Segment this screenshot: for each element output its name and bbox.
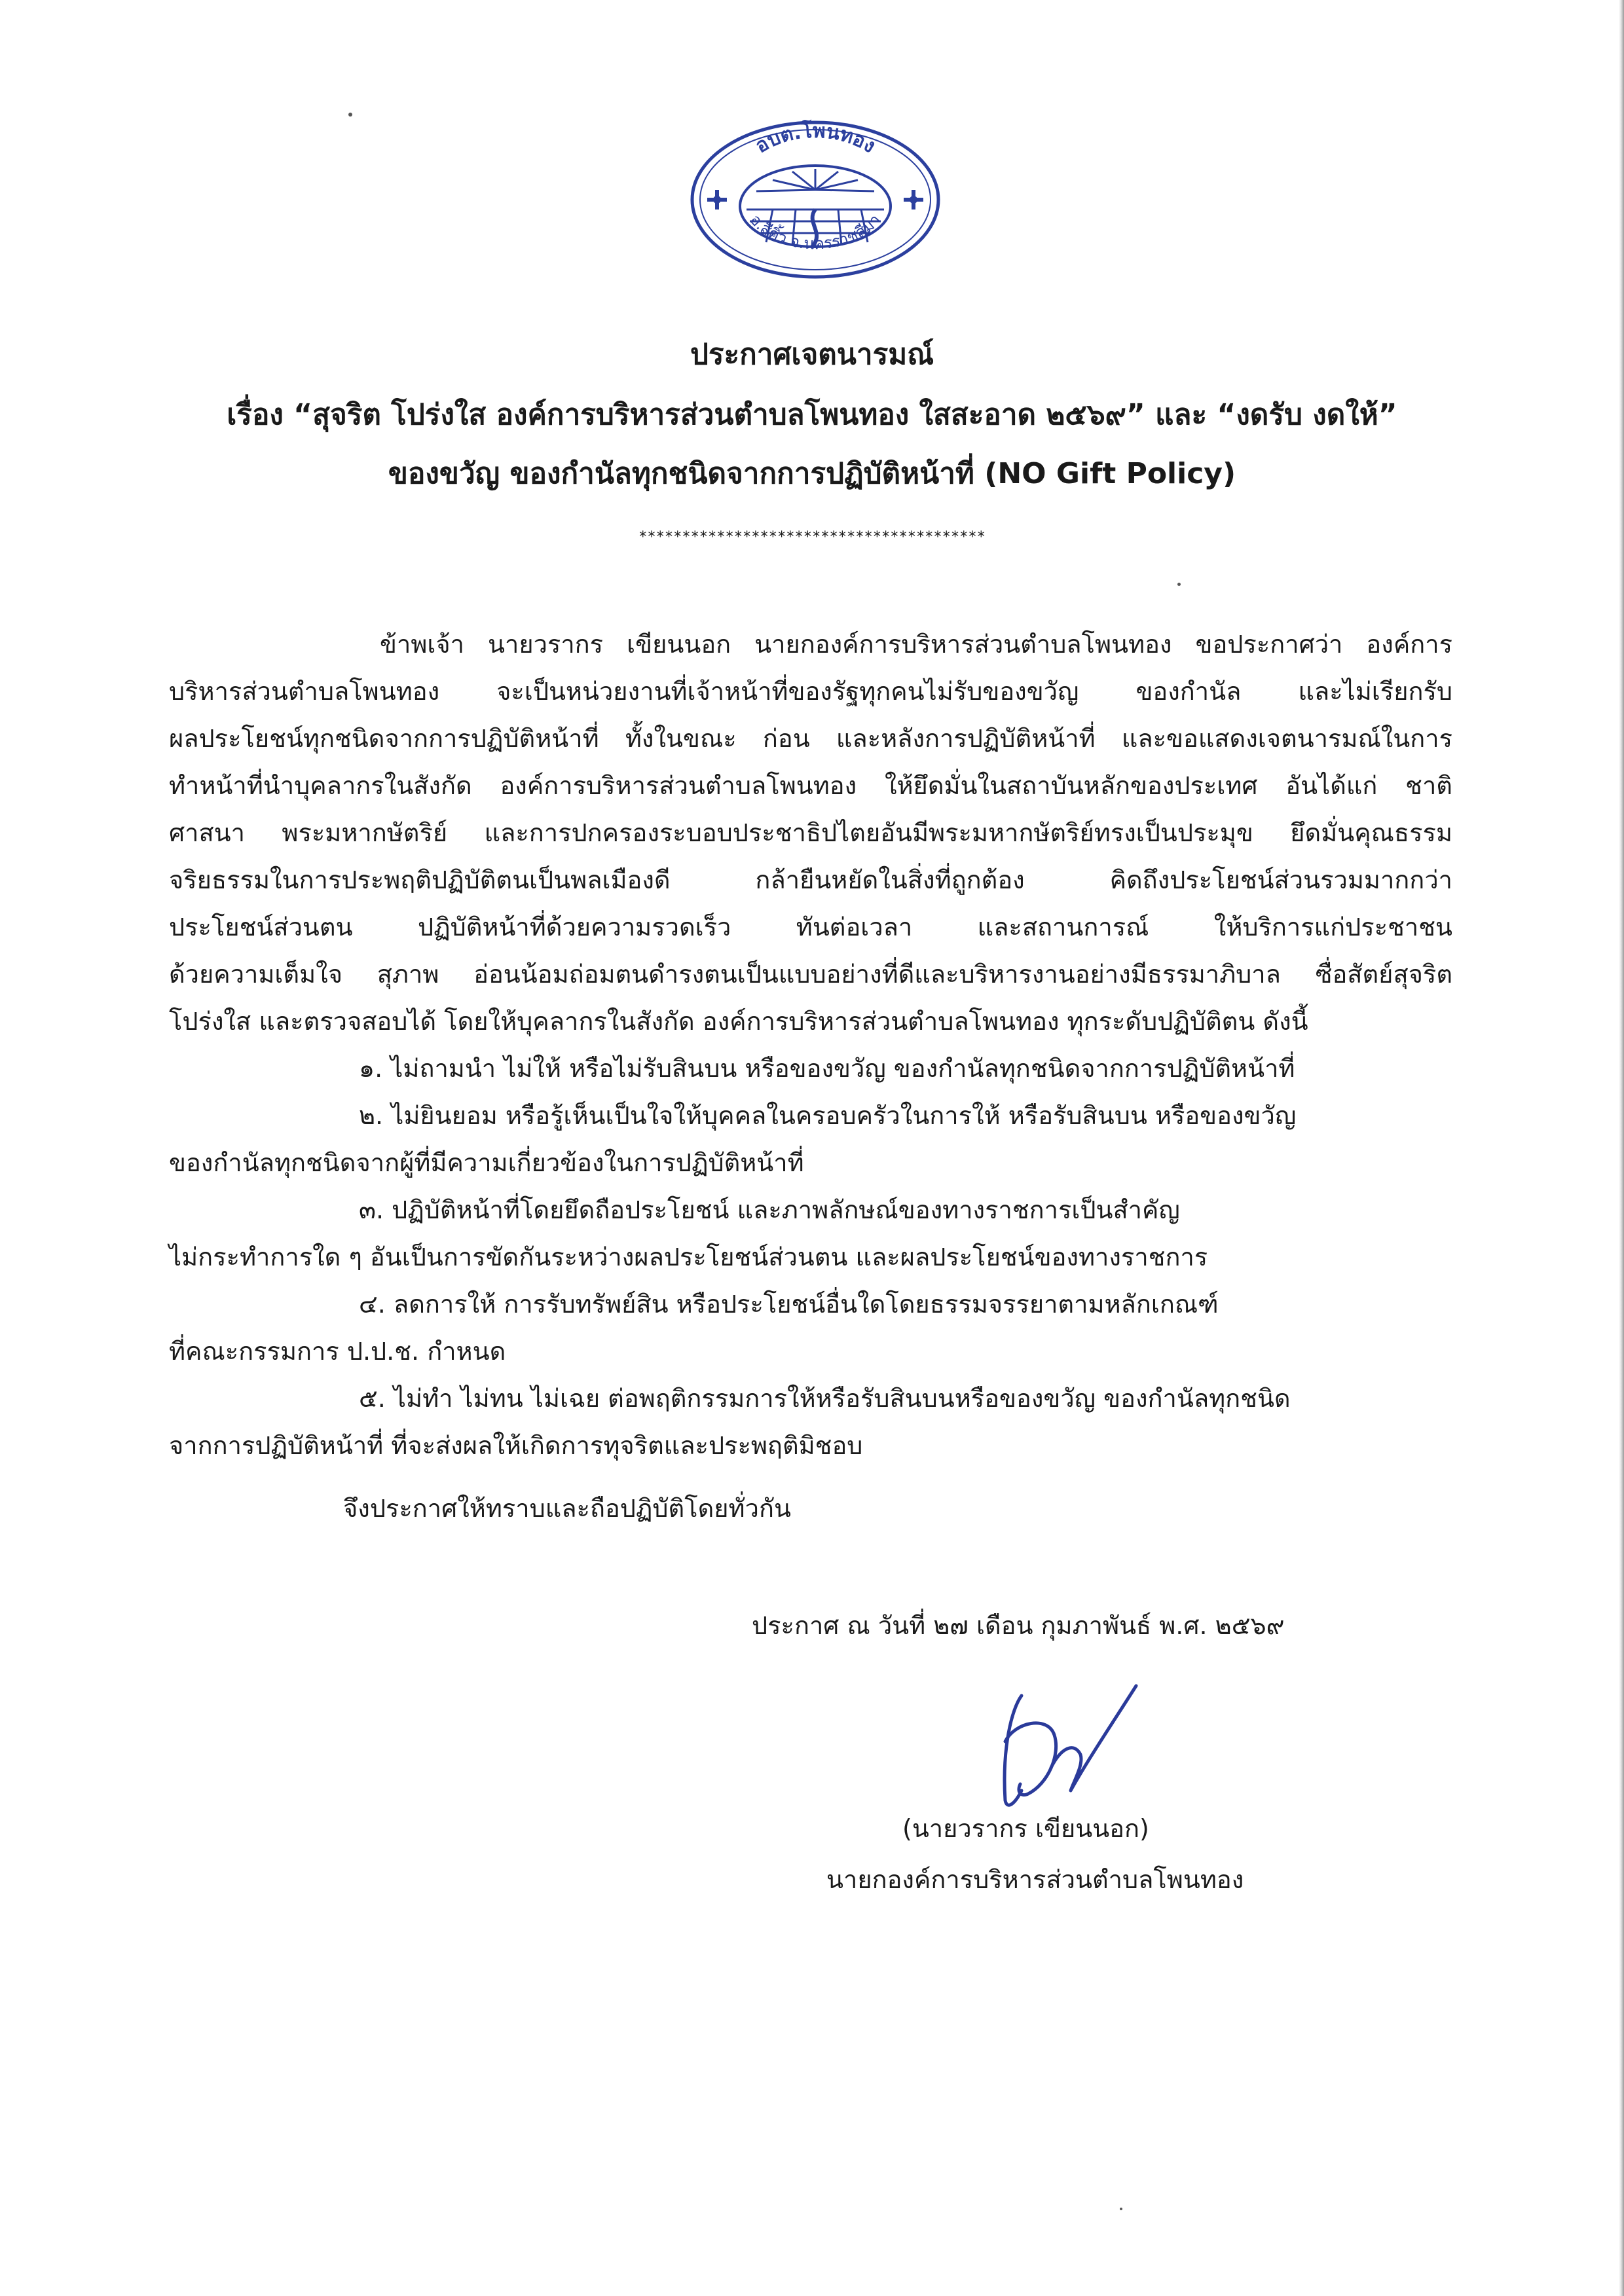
announcement-subject-line-2: ของขวัญ ของกำนัลทุกชนิดจากการปฏิบัติหน้าที่ (NO Gift Policy)	[388, 457, 1236, 490]
list-item	[169, 1186, 1452, 1281]
paragraph-line: ด้วยความเต็มใจ สุภาพ อ่อนน้อมถ่อมตนดำรงตนเป็นแบบอย่างที่ดีและบริหารงานอย่างมีธรรมาภิบาล ซื่อสัตย์สุจริต	[169, 960, 1452, 989]
list-item	[169, 1045, 1452, 1092]
list-item	[169, 1375, 1452, 1469]
paragraph-line: ศาสนา พระมหากษัตริย์ และการปกครองระบอบประชาธิปไตยอันมีพระมหากษัตริย์ทรงเป็นประมุข ยึดมั่นคุณธรรม	[169, 818, 1452, 847]
scan-speck	[1120, 2208, 1122, 2210]
announcement-subject-line-1: เรื่อง “สุจริต โปร่งใส องค์การบริหารส่วนตำบลโพนทอง ใสสะอาด ๒๕๖๙” และ “งดรับ งดให้”	[227, 398, 1397, 431]
handwritten-signature-icon	[976, 1669, 1146, 1820]
closing-statement: จึงประกาศให้ทราบและถือปฏิบัติโดยทั่วกัน	[343, 1494, 791, 1523]
list-item-text: ๕. ไม่ทำ ไม่ทน ไม่เฉย ต่อพฤติกรรมการให้หรือรับสินบนหรือของขวัญ ของกำนัลทุกชนิด	[359, 1384, 1291, 1413]
list-item-continuation: ไม่กระทำการใด ๆ อันเป็นการขัดกันระหว่างผลประโยชน์ส่วนตน และผลประโยชน์ของทางราชการ	[169, 1243, 1208, 1271]
announcement-date: ประกาศ ณ วันที่ ๒๗ เดือน กุมภาพันธ์ พ.ศ. ๒๕๖๙	[752, 1611, 1285, 1640]
scan-speck	[1177, 583, 1181, 586]
paragraph-line: ข้าพเจ้า นายวรากร เขียนนอก นายกองค์การบริหารส่วนตำบลโพนทอง ขอประกาศว่า องค์การ	[380, 630, 1452, 659]
main-paragraph	[169, 621, 1452, 1045]
list-item-text: ๔. ลดการให้ การรับทรัพย์สิน หรือประโยชน์อื่นใดโดยธรรมจรรยาตามหลักเกณฑ์	[359, 1290, 1219, 1319]
announcement-body	[169, 621, 1452, 1532]
list-item-text: ๑. ไม่ถามนำ ไม่ให้ หรือไม่รับสินบน หรือของขวัญ ของกำนัลทุกชนิดจากการปฏิบัติหน้าที่	[359, 1054, 1295, 1083]
organization-seal-icon	[688, 118, 943, 282]
list-item-continuation: จากการปฏิบัติหน้าที่ ที่จะส่งผลให้เกิดการทุจริตและประพฤติมิชอบ	[169, 1431, 863, 1460]
list-item-text: ๒. ไม่ยินยอม หรือรู้เห็นเป็นใจให้บุคคลในครอบครัวในการให้ หรือรับสินบน หรือของขวัญ	[359, 1101, 1297, 1130]
list-item-continuation: ที่คณะกรรมการ ป.ป.ช. กำหนด	[169, 1337, 506, 1366]
signer-position: นายกองค์การบริหารส่วนตำบลโพนทอง	[826, 1865, 1244, 1894]
svg-text:อบต.โพนทอง	[751, 118, 879, 158]
paragraph-line: โปร่งใส และตรวจสอบได้ โดยให้บุคลากรในสังกัด องค์การบริหารส่วนตำบลโพนทอง ทุกระดับปฏิบัติตน ดังนี้	[169, 1007, 1308, 1036]
paragraph-line: ทำหน้าที่นำบุคลากรในสังกัด องค์การบริหารส่วนตำบลโพนทอง ให้ยึดมั่นในสถาบันหลักของประเทศ อันได้แก่ ชาติ	[169, 771, 1452, 800]
list-item-text: ๓. ปฏิบัติหน้าที่โดยยึดถือประโยชน์ และภาพลักษณ์ของทางราชการเป็นสำคัญ	[359, 1195, 1180, 1224]
list-item	[169, 1281, 1452, 1375]
announcement-title: ประกาศเจตนารมณ์	[690, 338, 934, 371]
seal-top-text: อบต.โพนทอง	[751, 119, 879, 158]
paragraph-line: บริหารส่วนตำบลโพนทอง จะเป็นหน่วยงานที่เจ้าหน้าที่ของรัฐทุกคนไม่รับของขวัญ ของกำนัล และไม่เรียกรับ	[169, 677, 1452, 706]
seal-bottom-text: อ.สีคิ้ว จ.นครราชสีมา	[746, 210, 885, 253]
scan-speck	[348, 113, 352, 117]
list-item	[169, 1092, 1452, 1186]
list-item-continuation: ของกำนัลทุกชนิดจากผู้ที่มีความเกี่ยวข้องในการปฏิบัติหน้าที่	[169, 1148, 804, 1177]
paragraph-line: จริยธรรมในการประพฤติปฏิบัติตนเป็นพลเมืองดี กล้ายืนหยัดในสิ่งที่ถูกต้อง คิดถึงประโยชน์ส่วนรวมมากกว่า	[169, 866, 1452, 894]
paragraph-line: ประโยชน์ส่วนตน ปฏิบัติหน้าที่ด้วยความรวดเร็ว ทันต่อเวลา และสถานการณ์ ให้บริการแก่ประชาชน	[169, 913, 1452, 941]
signer-name: (นายวรากร เขียนนอก)	[902, 1814, 1149, 1843]
paragraph-line: ผลประโยชน์ทุกชนิดจากการปฏิบัติหน้าที่ ทั้งในขณะ ก่อน และหลังการปฏิบัติหน้าที่ และขอแสดงเจตนารมณ์ในการ	[169, 724, 1452, 753]
divider-asterisks: ****************************************	[638, 529, 986, 545]
